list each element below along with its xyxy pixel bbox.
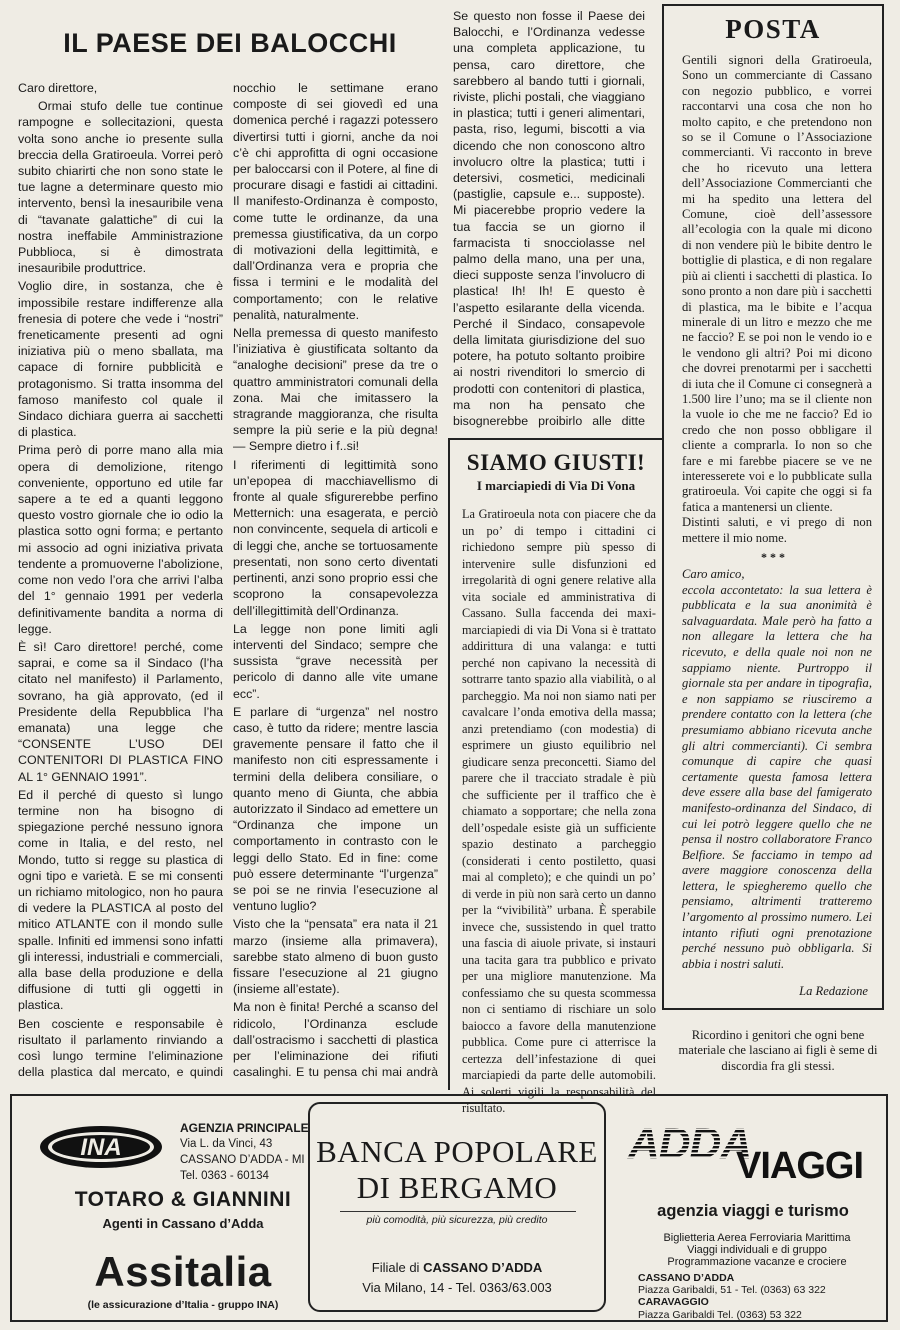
assitalia-brand: Assitalia xyxy=(94,1248,272,1295)
paragraph: Se questo non fosse il Paese dei Balocchi, e l’Ordinanza vedesse una completa applicazione, tu pensa, caro direttore, che sarebbero al bando tutti i giornali, riviste, plichi postali, che viaggiano in plastica; tutti i generi alimentari, pasta, riso, legumi, biscotti a via dicendo che non conoscono altro involucro oltre la plastica; tutti i detersivi, cosmetici, medicinali (pastiglie, capsule e... supposte). Mi piacerebbe proprio vedere la tua faccia se un giorno il farmacista ti snocciolasse nel palmo della mano, una per una, dieci supposte senza l’involucro di plastica! Ih! Ih! E questo è l’aspetto esilarante della vicenda. Perché il Sindaco, consapevole della limitata giurisdizione del suo potere, ha potuto soltanto proibire ai nostri rivenditori lo smercio di prodotti con contenitori di plastica, ma non ha pensato che bisognerebbe proibirlo alle ditte xyxy=(453,9,645,428)
adda-logo-text: ADDA xyxy=(628,1119,752,1168)
ina-address-2: CASSANO D’ADDA - MI xyxy=(180,1154,305,1166)
adda-service-3: Programmazione vacanze e crociere xyxy=(667,1256,847,1269)
bpb-branch-city: CASSANO D’ADDA xyxy=(423,1260,543,1275)
paragraph: Ben cosciente e responsabile è risultato il parlamento rinviando a così lungo termine l’eliminazione della plastica dal mercato, e quindi xyxy=(18,1016,223,1080)
adda-address-2: Piazza Garibaldi Tel. (0363) 53 322 xyxy=(638,1308,802,1321)
paragraph: Distinti saluti, e vi prego di non mettere il mio nome. xyxy=(682,515,872,545)
ad-ina-assitalia xyxy=(30,1102,309,1320)
adda-city-2: CARAVAGGIO xyxy=(638,1296,709,1309)
adda-service-1: Biglietteria Aerea Ferroviaria Marittima xyxy=(663,1232,851,1244)
ina-phone: Tel. 0363 - 60134 xyxy=(180,1170,269,1182)
ad-banca-popolare xyxy=(308,1102,606,1312)
bpb-branch xyxy=(310,1260,604,1275)
bpb-address: Via Milano, 14 - Tel. 0363/63.003 xyxy=(362,1280,552,1295)
paragraph: Ed il perché di questo sì lungo termine non ha bisogno di spiegazione perché nessuno ignora come in Italia, e del resto, nel Mondo, tutto si regge su plastica di ogni tipo e varietà. E se mi consenti un richiamo mitologico, non ho paura di vedere la PLASTICA al posto del mitico ATLANTE con il mondo sulle spalle. Infiniti ed immensi sono infatti gli interessi, industriali e commerciali, alla base della produzione e della diffusione di tutti gli oggetti in plastica. xyxy=(18,787,223,1013)
paragraph: Nella premessa di questo manifesto l’iniziativa è giustificata soltanto da “analoghe decisioni” prese da tre o quattro amministratori comunali della zona. Mai che imitassero la stragrande maggioranza, che risulta sempre la più serie e la più degna! — Sempre dietro i f..si! xyxy=(233,326,438,454)
ina-agency-name: TOTARO & GIANNINI xyxy=(74,1188,292,1211)
bpb-tagline: più comodità, più sicurezza, più credito xyxy=(366,1214,548,1226)
paragraph: Prima però di porre mano alla mia opera di demolizione, ritengo conveniente, opportuno ed utile far sapere a te ed a quanti leggono questo vostro giornale che io odio la plastica sotto ogni forma; e pertanto mi associo ad ogni iniziativa privata tendente a promuoverne l’abolizione, come non vedo l’ora che arrivi l’alba del 1° gennaio 1991 per vederla definitivamente bandita a norma di legge. xyxy=(18,443,223,636)
posta-letter xyxy=(664,53,882,546)
posta-title: POSTA xyxy=(725,14,821,44)
ina-info xyxy=(180,1120,320,1184)
article-column-2 xyxy=(233,80,438,1080)
assitalia-tagline: (le assicurazione d’Italia - gruppo INA) xyxy=(87,1299,279,1311)
viaggi-logo-text: VIAGGI xyxy=(736,1145,864,1180)
ina-title: AGENZIA PRINCIPALE xyxy=(180,1121,309,1135)
ina-logo-icon xyxy=(38,1124,164,1170)
article-column-1 xyxy=(18,80,223,1080)
article-headline: IL PAESE DEI BALOCCHI xyxy=(63,28,397,58)
adda-subtitle: agenzia viaggi e turismo xyxy=(657,1202,849,1220)
posta-signature: La Redazione xyxy=(799,984,868,999)
paragraph: Caro amico, xyxy=(682,567,745,581)
paragraph: I riferimenti di legittimità sono un’epopea di macchiavellismo di fronte al quale sfigurerebbe perfino Metternich: una esagerata, e perciò non convincente, sequela di articoli e di leggi che, anche se tortuosamente presentati, non sono certo diventati pertinenti, anzi sono proprio essi che scoprono la consapevolezza dell’illegittimità dell’Ordinanza. xyxy=(233,457,438,618)
ina-logo-text: INA xyxy=(80,1134,122,1161)
paragraph: Gentili signori della Gratiroeula, Sono un commerciante di Cassano con negozio pubblico, e vorrei raccontarvi una cosa che non ho molto capito, e che pretendono non so se il Comune o l’Associazione commercianti. Vi racconto in breve che ho ricevuto una lettera dell’Associazione Commercianti che mi ha spedito una lettera del Comune, cioè dell’assessore all’ecologia con la quale mi dicono di non vendere più le bibite dentro le bottiglie di plastica, e di non regalare più ai clienti i sacchetti di plastica. Io sono pronto a non dare più i sacchetti di plastica, ma le bibite e l’acqua minerale di un litro e mezzo che me ne faccio? E se poi non le vendo io e le vendono gli altri? Poi mi dicono che dovrei prenotarmi per i sacchetti di iuta che il Comune ci consegnerà a 1.500 lire l’uno; ma se il cliente non la vuole io che me ne faccio? Ed io credo che non posso obbligare il cliente a comprarla. Io non so che fare e mi farebbe piacere se ve ne interesserete voi e lo pubblicate sulla gratiroeula. Voi capite che oggi si fa fatica a mantenersi un cliente. xyxy=(682,53,872,514)
paragraph: Ormai stufo delle tue continue rampogne e sollecitazioni, questa volta sono anche io presente sulla breccia della Gratiroeula. Vorrei però subito chiarirti che non sono state le tue lagne a determinare questo mio intervento, bensì la inesauribile vena di “tavanate galattiche” di cui la nostra ineffabile Amministrazione Pubblioca, si è dimostrata inesauribile produttrice. xyxy=(18,99,223,276)
adda-viaggi-logo-icon xyxy=(626,1118,882,1180)
posta-reply xyxy=(664,567,882,972)
paragraph: È sì! Caro direttore! perché, come saprai, e come sa il Sindaco (l’ha citato nel manifesto) il Parlamento, sovrano, ha già approvato, (ed il Presidente della Repubblica l’ha emanata) una legge che “CONSENTE L’USO DEI CONTENITORI DI PLASTICA FINO AL 1° GENNAIO 1991”. xyxy=(18,639,223,784)
adda-address-1: Piazza Garibaldi, 51 - Tel. (0363) 63 322 xyxy=(638,1284,826,1297)
posta-box xyxy=(662,4,884,1010)
adda-addresses xyxy=(638,1272,888,1321)
adda-services xyxy=(632,1232,882,1269)
ad-adda-viaggi xyxy=(622,1102,884,1320)
paragraph: nocchio le settimane erano composte di sei giovedì ed una domenica perché i ragazzi potessero divertirsi tutti i giorni, anche da noi c’è chi approfitta di ogni occasione per baloccarsi con il Potere, al fine di procurare disagi e fastidi ai cittadini. Il manifesto-Ordinanza è composto, come tutte le ordinanze, da una premessa giustificativa, da un corpo di motivazioni della legittimità, e dall’Ordinanza vera e propria che fissa i termini e le modalità del comportamento; con le relative penalità, naturalmente. xyxy=(233,81,438,322)
parents-note: Ricordino i genitori che ogni bene materiale che lasciano ai figli è seme di discordia fra gli stessi. xyxy=(678,1028,878,1073)
posta-separator: * * * xyxy=(761,550,785,564)
ina-agents: Agenti in Cassano d’Adda xyxy=(102,1216,264,1231)
bpb-divider xyxy=(340,1211,576,1212)
paragraph: La Gratiroeula nota con piacere che da un po’ di tempo i cittadini ci richiedono sempre più spesso di intervenire sulle disfunzioni ed irregolarità di ogni genere relative alla vita sociale ed amministrativa di Cassano. Sulla faccenda dei maxi-marciapiedi di via Di Vona si è trattato addirittura di una valanga: e tutti perché non capivano la necessità di sottrarre tanto spazio alla viabilità, o al parcheggio. Ma noi non siamo nati per cavalcare l’onda emotiva della massa; anzi pretendiamo (con modestia) di esprimere un giusto equilibrio nel giudicare senza preconcetti. Siamo del parere che il tracciato stradale è più che sufficiente per il traffico che è chiamato a sopportare; che nella zona dell’ospedale esiste già un sufficiente spazio destinato a parcheggio (considerati i cento postiletto, quasi mai al completo); e che quindi un po’ di verde in più non sarà certo un danno per la “vivibilità” urbana. È sperabile invece che, sussistendo in quel tratto una fascia di aiuole private, si instauri una tacita gara tra pubblico e privato per una migliore manutenzione. Ma confessiamo che su questa scommessa non ci sentiamo di rischiare un solo baiocco a favore della manutenzione pubblica. Come pure ci atterrisce la certezza dell’infestazione di quei marciapiedi da parte delle automobili. Ai solerti vigili la responsabilità del risultato. xyxy=(462,507,656,1115)
siamo-giusti-title: SIAMO GIUSTI! xyxy=(466,450,646,475)
advertisements xyxy=(10,1094,888,1322)
ina-address-1: Via L. da Vinci, 43 xyxy=(180,1138,273,1150)
siamo-giusti-text xyxy=(450,506,662,1117)
paragraph: Voglio dire, in sostanza, che è impossibile restare indifferenze alla frenesia di potere che vede i “nostri” freneticamente presenti ad ogni iniziativa più o meno sballata, ma capace di fornire pubblicità e protagonismo. Si tratta insomma del famoso manifesto col quale il Sindaco dichiara guerra ai sacchetti di plastica. xyxy=(18,279,223,440)
bpb-name-line-1: BANCA POPOLARE xyxy=(316,1134,598,1169)
siamo-giusti-box xyxy=(448,438,662,1115)
adda-service-2: Viaggi individuali e di gruppo xyxy=(687,1244,827,1257)
siamo-giusti-subtitle: I marciapiedi di Via Di Vona xyxy=(476,478,636,493)
paragraph: La legge non pone limiti agli interventi del Sindaco; sempre che sussista “grave necessità per pericolo di danno alle vite umane ecc”. xyxy=(233,621,438,701)
article-column-3-body xyxy=(453,8,645,428)
bpb-name-line-2: DI BERGAMO xyxy=(356,1170,558,1205)
paragraph: eccola accontetato: la sua lettera è pubblicata e la sua anonimità è salvaguardata. Male però ha fatto a non allegare la lettera che ha ricevuto, e della quale noi non ne sappiamo niente. Purtroppo il giornale sta per andare in tipografia, e non sappiamo se riusciremo a prendere contatto con la lettera (che presumiamo abbiano ricevuta anche gli altri commercianti). Ci sembra comunque di capire che quasi certamente questa famosa lettera deve essere alla base del famigerato manifesto-ordinanza del Sindaco, di cui lei potrò leggere quello che ne pensa il nostro collaboratore Franco Belfiore. Se facciamo in tempo ad avere maggiore conoscenza della lettera, le spiegheremo quello che pensiamo, altrimenti tratteremo l’argomento al prossimo numero. Lei intanto rifiuti ogni prenotazione perché nessuno può obbligarla. Si abbia i nostri saluti. xyxy=(682,582,872,971)
bpb-branch-label: Filiale di xyxy=(371,1260,420,1275)
paragraph: Caro direttore, xyxy=(18,81,98,95)
paragraph: Ma non è finita! Perché a scanso del ridicolo, l’Ordinanza esclude dall’ostracismo i sacchetti di plastica per l’eliminazione dei rifiuti casalinghi. E tu pensa chi mai andrà xyxy=(233,1000,438,1080)
paragraph: Visto che la “pensata” era nata il 21 marzo (insieme alla primavera), sarebbe stato almeno di buon gusto fissare l’esecuzione al 21 giugno (insieme all’estate). xyxy=(233,917,438,997)
adda-city-1: CASSANO D’ADDA xyxy=(638,1272,735,1284)
article-column-3 xyxy=(453,8,645,428)
paragraph: E parlare di “urgenza” nel nostro caso, è tutto da ridere; mentre lascia gravemente pensare il fatto che il manifesto non citi espressamente i termini della delibera consiliare, o quanto meno di Giunta, che abbia autorizzato il Sindaco ad emettere un “Ordinanza che impone un comportamento in contrasto con le leggi dello Stato. Ed in fine: come può essere determinante “l’urgenza” se poi se ne rinvia l’esecuzione al ventuno luglio? xyxy=(233,704,438,914)
